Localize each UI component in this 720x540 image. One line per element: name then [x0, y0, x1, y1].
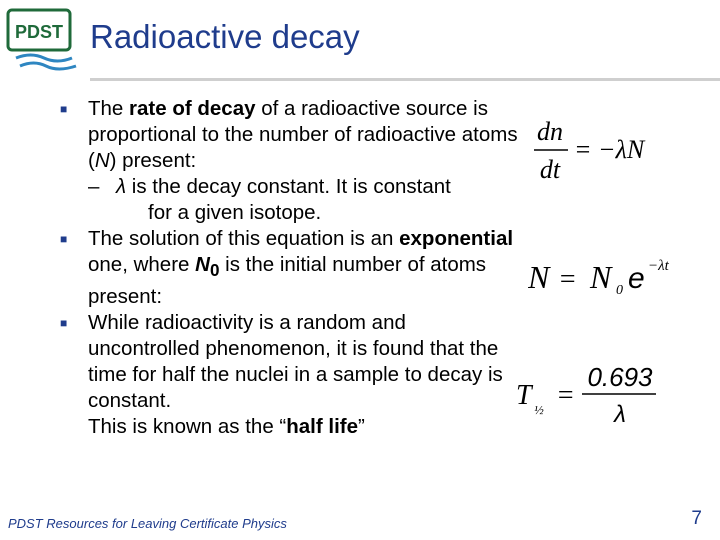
equation-half-life: [516, 360, 676, 434]
bullet-half-life: ■ While radioactivity is a random and uncontrolled phenomenon, it is found that the time for half the nuclei in a sample to decay is constant. This is known as the “half life”: [60, 311, 503, 439]
equation-rate: [530, 112, 680, 186]
footer-text: PDST Resources for Leaving Certificate Physics: [8, 516, 287, 531]
svg-text:λ: λ: [614, 401, 626, 428]
equation-exponential: [528, 252, 698, 300]
svg-text:0: 0: [616, 283, 623, 298]
slide-content: [60, 96, 520, 440]
svg-text:−λt: −λt: [648, 258, 669, 274]
svg-text:=: =: [558, 264, 577, 295]
svg-text:e: e: [628, 262, 645, 295]
sub-bullet-continuation: for a given isotope.: [148, 201, 322, 224]
bullet-rate-of-decay: ■ The rate of decay of a radioactive source is proportional to the number of radioactive atoms (N) present:: [60, 97, 518, 172]
title-divider: [90, 78, 720, 81]
svg-text:N: N: [528, 259, 550, 295]
svg-text:0.693: 0.693: [587, 362, 653, 392]
svg-text:½: ½: [534, 402, 544, 417]
page-number: 7: [691, 508, 702, 529]
svg-text:= −λN: = −λN: [574, 135, 645, 164]
svg-text:dn: dn: [537, 117, 563, 146]
svg-text:=: =: [556, 380, 575, 411]
svg-text:dt: dt: [539, 155, 561, 184]
pdst-logo: [6, 8, 82, 74]
bullet-square-icon: ■: [60, 102, 68, 116]
slide-title: Radioactive decay: [90, 18, 360, 55]
sub-bullet-decay-constant: – λ is the decay constant. It is constant for a given isotope.: [60, 174, 520, 226]
bullet-square-icon: ■: [60, 232, 68, 246]
svg-text:T: T: [516, 380, 532, 411]
bullet-square-icon: ■: [60, 316, 68, 331]
svg-text:N: N: [590, 259, 612, 295]
logo-text: PDST: [14, 22, 64, 42]
dash-marker: –: [88, 175, 100, 198]
bullet-solution: ■ The solution of this equation is an exponential one, where $N_0$ is the initial number of atoms present:: [60, 227, 514, 309]
